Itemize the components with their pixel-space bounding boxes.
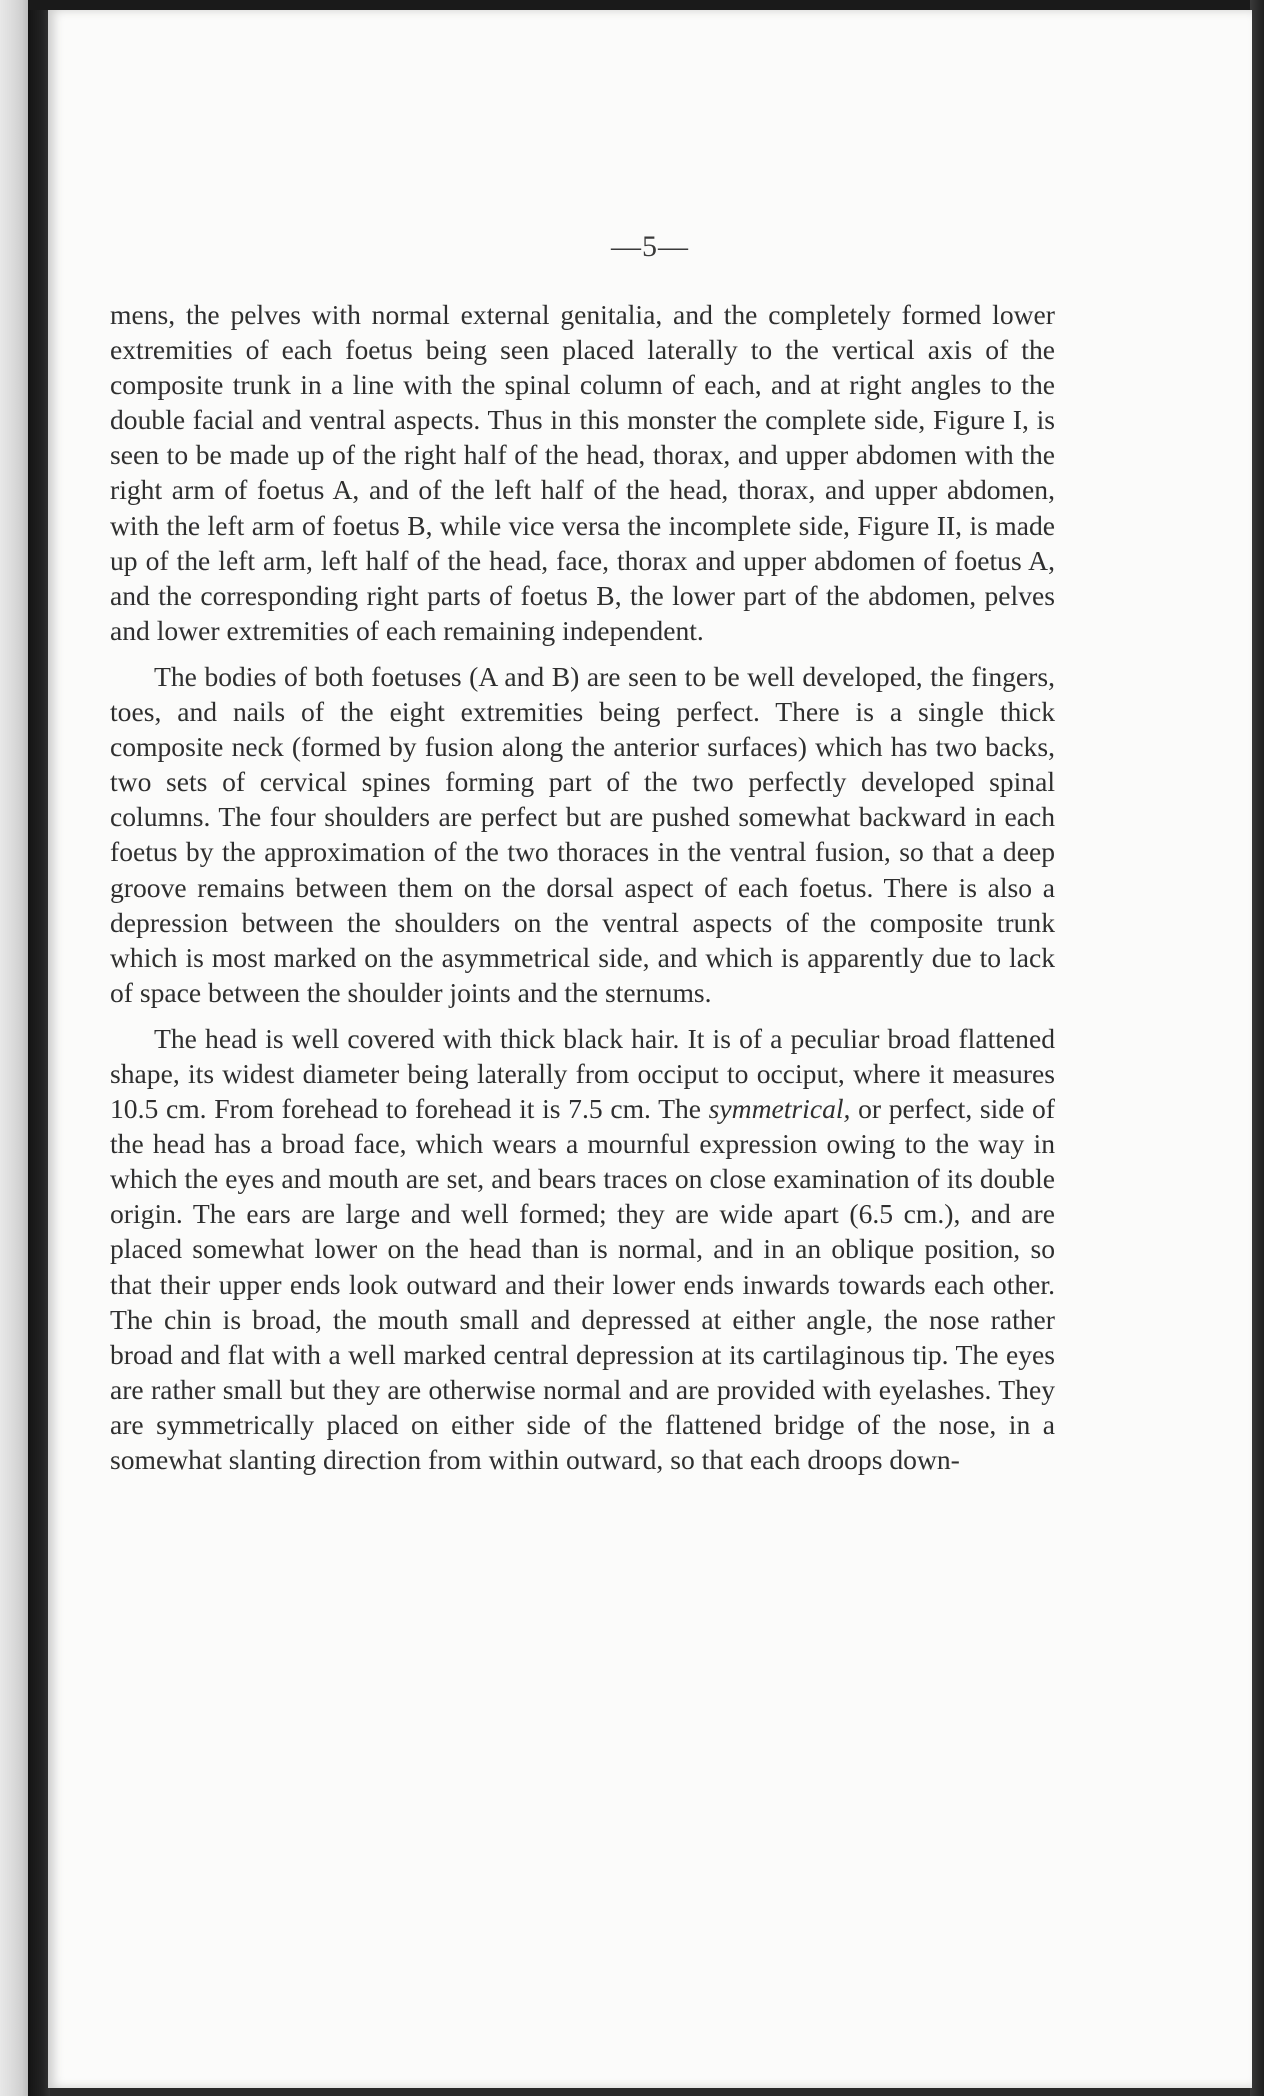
binding-shadow — [28, 0, 50, 2096]
right-scan-border — [1250, 0, 1264, 2096]
paragraph-3-text-before: The head is well covered with thick black hair. It is of a peculiar broad flattened shape, its widest diameter being laterally from occiput to occiput, where it measures 10.5 cm. From forehead to forehead it is 7.5 cm. The — [110, 1022, 1055, 1125]
book-page — [48, 10, 1252, 2088]
body-text — [110, 297, 1055, 1488]
facing-page-edge — [0, 0, 28, 2096]
top-scan-border — [28, 0, 1264, 10]
paragraph-3-text-after: or perfect, side of the head has a broad face, which wears a mournful expression owing to the way in which the eyes and mouth are set, and bears traces on close examination of its double origin. The ears are large and well formed; they are wide apart (6.5 cm.), and are placed somewhat lower on the head than is normal, and in an oblique position, so that their upper ends look outward and their lower ends inwards towards each other. The chin is broad, the mouth small and depressed at either angle, the nose rather broad and flat with a well marked central depression at its cartilaginous tip. The eyes are rather small but they are otherwise normal and are provided with eyelashes. They are symmetrically placed on either side of the flattened bridge of the nose, in a somewhat slanting direction from within outward, so that each droops down- — [110, 1093, 1055, 1475]
paragraph-1: mens, the pelves with normal external genitalia, and the completely formed lower extremities of each foetus being seen placed laterally to the vertical axis of the composite trunk in a line with the spinal column of each, and at right angles to the double facial and ventral aspects. Thus in this monster the complete side, Figure I, is seen to be made up of the right half of the head, thorax, and upper abdomen with the right arm of foetus A, and of the left half of the head, thorax, and upper abdomen, with the left arm of foetus B, while vice versa the incomplete side, Figure II, is made up of the left arm, left half of the head, face, thorax and upper abdomen of foetus A, and the corresponding right parts of foetus B, the lower part of the abdomen, pelves and lower extremities of each remaining independent. — [110, 299, 1055, 646]
paragraph-3 — [110, 1021, 1055, 1477]
paragraph-3-italic: symmetrical, — [708, 1093, 851, 1125]
page-number: —5— — [611, 230, 689, 263]
paragraph-2: The bodies of both foetuses (A and B) are seen to be well developed, the fingers, toes, and nails of the eight extremities being perfect. There is a single thick composite neck (formed by fusion along the anterior surfaces) which has two backs, two sets of cervical spines forming part of the two perfectly developed spinal columns. The four shoulders are perfect but are pushed somewhat backward in each foetus by the approximation of the two thoraces in the ventral fusion, so that a deep groove remains between them on the dorsal aspect of each foetus. There is also a depression between the shoulders on the ventral aspects of the composite trunk which is most marked on the asymmetrical side, and which is apparently due to lack of space between the shoulder joints and the sternums. — [110, 660, 1055, 1008]
